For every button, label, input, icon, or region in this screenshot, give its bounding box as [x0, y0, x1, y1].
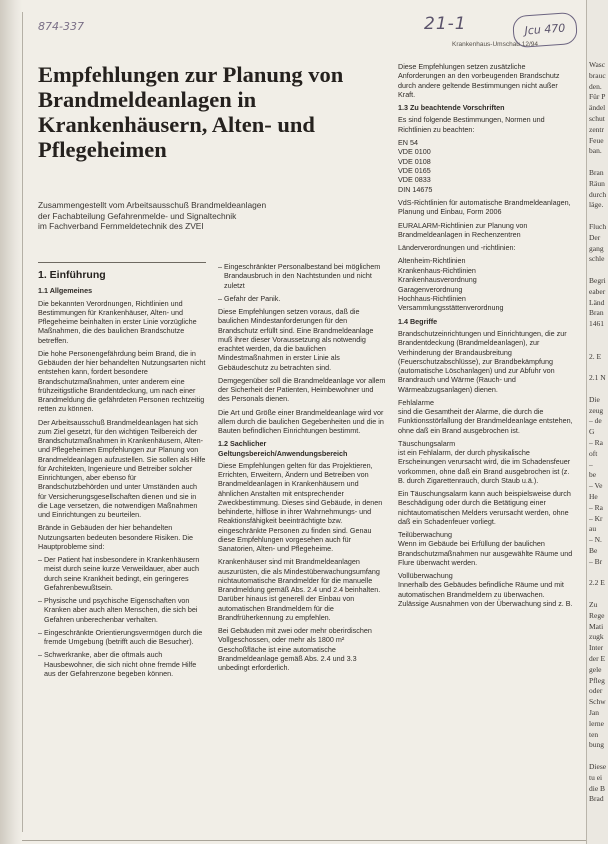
handwritten-page-ref: 874-337	[38, 20, 84, 33]
strip-fragment: – de	[589, 416, 602, 426]
strip-fragment: gele	[589, 664, 602, 674]
strip-fragment: He	[589, 492, 598, 501]
next-page-strip	[586, 0, 608, 844]
bullet-item: – Gefahr der Panik.	[218, 293, 281, 303]
strip-fragment: – Ra	[589, 438, 603, 447]
strip-fragment: tu ei	[589, 772, 603, 782]
paragraph: sind die Gesamtheit der Alarme, die durch die Funktionsstörfallung der Brandmeldeanlage entstehen, ohne daß ein Brand ausgebrochen ist.	[398, 407, 573, 435]
strip-fragment: au	[589, 524, 597, 534]
bullet-item: – Physische und psychische Eigenschaften von Kranken aber auch alten Menschen, die sich bei Gefahren unberechenbar verhalten.	[38, 596, 198, 624]
article-subtitle	[38, 200, 398, 232]
paragraph: Länderverordnungen und -richtlinien:	[398, 243, 516, 253]
journal-reference: Krankenhaus-Umschau 12/94	[452, 41, 538, 48]
strip-fragment: die B	[589, 783, 606, 793]
paragraph: Brände in Gebäuden der hier behandelten Nutzungsarten bedeuten besondere Risiken. Die Hauptprobleme sind:	[38, 523, 194, 551]
strip-fragment: 2. E	[589, 351, 602, 361]
strip-fragment: Schw	[589, 697, 606, 707]
strip-fragment: Pfleg	[589, 675, 605, 685]
strip-fragment: ändel	[589, 103, 606, 113]
paragraph: Diese Empfehlungen gelten für das Projektieren, Errichten, Erweitern, Ändern und Betreiben von Brandmeldeanlagen in Krankenhäusern und ähnlichen Anstalten mit entsprechender Zweckbestimmung. Dieses sind Gebäude, in denen behinderte, hilflose in ihrer Wahrnehmungs- und Reaktionsfähigkeit beeinträchtigte bzw. eingeschränkte Personen zu finden sind. Genau diese Empfehlungen vorgesehen auch für Sanatorien, Alten- und Pflegeheime.	[218, 460, 383, 553]
subsection-heading: 1.1 Allgemeines	[38, 286, 93, 296]
subtitle-line: Zusammengestellt vom Arbeitsausschuß Brandmeldeanlagen	[38, 200, 267, 210]
strip-fragment: Diese	[589, 762, 607, 771]
strip-fragment: zugk	[589, 632, 604, 642]
paragraph: Innerhalb des Gebäudes befindliche Räume und mit automatischen Brandmeldern zu überwachen. Zulässige Ausnahmen von der Überwachung sind z. B.	[398, 580, 573, 608]
page-edge	[22, 12, 23, 832]
paragraph: Diese Empfehlungen setzen voraus, daß die baulichen Mindestanforderungen für den Brandschutz erfüllt sind. Eine Brandmeldeanlage muß ihrer dieser Voraussetzung als notwendig erachtet werden, da die baulichen Mindestmaßnahmen in erster Linie als Gebäudeschutz zu betrachten sind.	[218, 307, 374, 372]
column-3	[398, 62, 574, 612]
paragraph: EURALARM-Richtlinien zur Planung von Brandmeldeanlagen in Rechenzentren	[398, 220, 528, 239]
strip-fragment: Brad	[589, 794, 604, 804]
strip-fragment: Länd	[589, 297, 605, 307]
subsection-heading: 1.2 Sachlicher Geltungsbereich/Anwendungsbereich	[218, 439, 348, 458]
page-bottom-edge	[22, 840, 588, 841]
strip-fragment: Für P	[589, 92, 606, 102]
strip-fragment: 2.2 E	[589, 578, 605, 588]
bullet-item: – Schwerkranke, aber die oftmals auch Hausbewohner, die sich nicht ohne fremde Hilfe aus der Gefahrenzone begeben können.	[38, 650, 197, 678]
strip-fragment: 2.1 N	[589, 373, 606, 383]
strip-fragment: Fluch	[589, 222, 607, 231]
regulations-list	[398, 256, 574, 312]
bullet-item: – Eingeschränkter Personalbestand bei möglichem Brandausbruch in den Nachtstunden und nicht zuletzt	[218, 262, 381, 290]
strip-fragment: – Ra	[589, 502, 603, 512]
strip-fragment: brauc	[589, 70, 606, 80]
regulation-item: Altenheim-Richtlinien	[398, 256, 466, 266]
strip-fragment: be	[589, 470, 597, 480]
strip-fragment: Rege	[589, 610, 605, 620]
regulation-item: Garagenverordnung	[398, 284, 463, 294]
norms-list	[398, 138, 574, 194]
paragraph: Bei Gebäuden mit zwei oder mehr oberirdischen Vollgeschossen, oder mehr als 1800 m² Geschoßfläche ist eine automatische Brandmeldeanlage gemäß Abs. 2.4 und 3.3 unbedingt erforderlich.	[218, 626, 372, 672]
paragraph: Diese Empfehlungen setzen zusätzliche Anforderungen an den vorbeugenden Brandschutz durch andere geltende Bestimmungen nicht außer Kraft.	[398, 62, 560, 99]
strip-fragment: schut	[589, 114, 605, 123]
strip-fragment: – Kr	[589, 513, 603, 523]
handwritten-ref: 21-1	[424, 14, 467, 34]
strip-fragment: ban.	[589, 146, 602, 156]
norm-item: DIN 14675	[398, 184, 433, 194]
paragraph: Brandschutzeinrichtungen und Einrichtungen, die zur Brandentdeckung (Brandmeldeanlagen), zur Verhinderung der Brandausbreitung (Feuerschutzabschlüsse), zur Brandbekämpfung (automatische Löschanlagen) und zur Abfuhr von Brandrauch und Wärme (Rauch- und Wärmeabzugsanlagen) dienen.	[398, 329, 567, 394]
section-heading: 1. Einführung	[38, 269, 106, 281]
bullet-item: – Eingeschränkte Orientierungsvermögen durch die fremde Umgebung (betrifft auch die Besucher).	[38, 627, 203, 646]
strip-fragment: ten	[589, 729, 599, 739]
strip-fragment: Wasc	[589, 60, 606, 69]
paragraph: Der Arbeitsausschuß Brandmeldeanlagen hat sich zum Ziel gesetzt, für den wichtigen Teilbereich der Brandschutzmaßnahmen in Krankenhäusern, Alten- und Pflegeheimen Empfehlungen zur Planung von Brandmeldeanlagen aufzustellen. Sie sollen als Hilfe für Architekten, Ingenieure und Betreiber solcher Einrichtungen, aber ebenso für Brandschutzbehörden und unter Umständen auch für Versicherungsgesellschaften dienen und sie in die Lage versetzen, die notwendigen Maßnahmen und Einrichtungen zu beurteilen.	[38, 417, 206, 519]
strip-fragment: Zu	[589, 600, 598, 609]
strip-fragment: Bran	[589, 308, 604, 318]
paragraph: Wenn im Gebäude bei Erfüllung der baulichen Brandschutzmaßnahmen nur ausgewählte Räume und Flure überwacht werden.	[398, 539, 573, 567]
strip-fragment: läge.	[589, 200, 604, 210]
term: Fehlalarme	[398, 397, 434, 407]
archive-stamp: Jcu 470	[512, 12, 578, 48]
column-1	[38, 262, 206, 682]
strip-fragment: der E	[589, 654, 606, 663]
regulation-item: Hochhaus-Richtlinien	[398, 294, 466, 304]
strip-fragment: lerne	[589, 718, 604, 728]
strip-fragment: Feue	[589, 135, 604, 145]
term: Täuschungsalarm	[398, 438, 456, 448]
strip-fragment: oft	[589, 448, 598, 458]
strip-fragment: Räun	[589, 178, 605, 188]
strip-fragment: durch	[589, 189, 607, 199]
strip-fragment: den.	[589, 81, 602, 91]
scan-shadow	[0, 0, 22, 844]
paragraph: Die hohe Personengefährdung beim Brand, die in Gebäuden der hier behandelten Nutzungsarten nicht entstehen kann, fordert besondere Brandschutzmaßnahmen, unter anderem eine frühzeitigstliche Brandentdeckung, um nach einer Brandmeldung die gefährdeten Personen rechtzeitig retten zu können.	[38, 348, 206, 414]
strip-fragment: eaber	[589, 286, 606, 296]
regulation-item: Versammlungsstättenverordnung	[398, 303, 504, 313]
paragraph: VdS-Richtlinien für automatische Brandmeldeanlagen, Planung und Einbau, Form 2006	[398, 198, 571, 217]
strip-fragment: Be	[589, 546, 598, 555]
strip-fragment: – N.	[589, 535, 602, 545]
norm-item: EN 54	[398, 137, 418, 147]
regulation-item: Krankenhaus-Richtlinien	[398, 265, 476, 275]
strip-fragment: zentr	[589, 124, 604, 134]
strip-fragment: 1461	[589, 319, 604, 329]
paragraph: Krankenhäuser sind mit Brandmeldeanlagen auszurüsten, die als Mindestüberwachungsumfang nichtautomatische Brandmelder für die manuelle Brandmeldung gemäß Abs. 2.4 und 2.4 beinhalten. Darüber hinaus ist generell der Einbau von automatischen Brandmeldern für die Brandfrüherkennung zu empfehlen.	[218, 557, 381, 622]
strip-fragment: Bran	[589, 168, 604, 177]
strip-fragment: bung	[589, 740, 604, 750]
section-rule	[38, 262, 206, 263]
term: Vollüberwachung	[398, 571, 453, 581]
strip-fragment: Die	[589, 394, 600, 404]
strip-fragment: Begri	[589, 276, 606, 285]
strip-fragment: Der	[589, 232, 601, 242]
regulation-item: Krankenhausverordnung	[398, 275, 477, 285]
paragraph: Demgegenüber soll die Brandmeldeanlage vor allem der Sicherheit der Patienten, Heimbewohner und des Personals dienen.	[218, 375, 386, 404]
strip-fragment: G	[589, 427, 595, 437]
strip-fragment: Jan	[589, 708, 599, 717]
norm-item: VDE 0100	[398, 147, 431, 157]
norm-item: VDE 0165	[398, 165, 431, 175]
norm-item: VDE 0833	[398, 175, 431, 185]
strip-fragment: gang	[589, 243, 604, 253]
subtitle-line: im Fachverband Fernmeldetechnik des ZVEI	[38, 221, 204, 231]
paragraph: ist ein Fehlalarm, der durch physikalische Erscheinungen verursacht wird, die im Schadensfeuer vorkommen, ohne daß ein Brand ausgebrochen ist (z. B. durch Zigarettenrauch, durch Staub u.ä.).	[398, 448, 571, 485]
paragraph: Die Art und Größe einer Brandmeldeanlage wird vor allem durch die baulichen Gegebenheiten und die in Bauten befindlichen Einrichtungen bestimmt.	[218, 407, 384, 435]
paragraph: Die bekannten Verordnungen, Richtlinien und Bestimmungen für Krankenhäuser, Alten- und Pflegeheime beinhalten in erster Linie vorzügliche Maßnahmen, die des baulichen Brandschutze betreffen.	[38, 298, 197, 345]
subsection-heading: 1.4 Begriffe	[398, 316, 438, 326]
strip-fragment: – Ve	[589, 481, 603, 491]
strip-fragment: zeug	[589, 405, 604, 415]
norm-item: VDE 0108	[398, 156, 431, 166]
strip-fragment: schle	[589, 254, 605, 264]
subsection-heading: 1.3 Zu beachtende Vorschriften	[398, 103, 505, 112]
strip-fragment: – Br	[589, 556, 603, 566]
strip-fragment: oder	[589, 686, 603, 696]
article-title: Empfehlungen zur Planung von Brandmeldeanlagen in Krankenhäusern, Alten- und Pflegeheimen	[38, 62, 344, 162]
bullet-item: – Der Patient hat insbesondere in Krankenhäusern meist durch seine kurze Verweildauer, aber auch durch seine Krankheit bedingt, ein geringeres Gefahrenbewußtsein.	[38, 555, 200, 592]
strip-fragment: Mati	[589, 621, 604, 631]
paragraph: Ein Täuschungsalarm kann auch beispielsweise durch Beschädigung oder durch die Betätigung einer nichtautomatischen Melders verursacht werden, ohne daß ein Schadenfeuer vorliegt.	[398, 489, 571, 526]
strip-fragment: –	[589, 459, 593, 469]
strip-fragment: Inter	[589, 643, 604, 653]
term: Teilüberwachung	[398, 530, 452, 540]
subtitle-line: der Fachabteilung Gefahrenmelde- und Signaltechnik	[38, 210, 237, 221]
paragraph: Es sind folgende Bestimmungen, Normen und Richtlinien zu beachten:	[398, 115, 545, 134]
column-2	[218, 262, 386, 676]
